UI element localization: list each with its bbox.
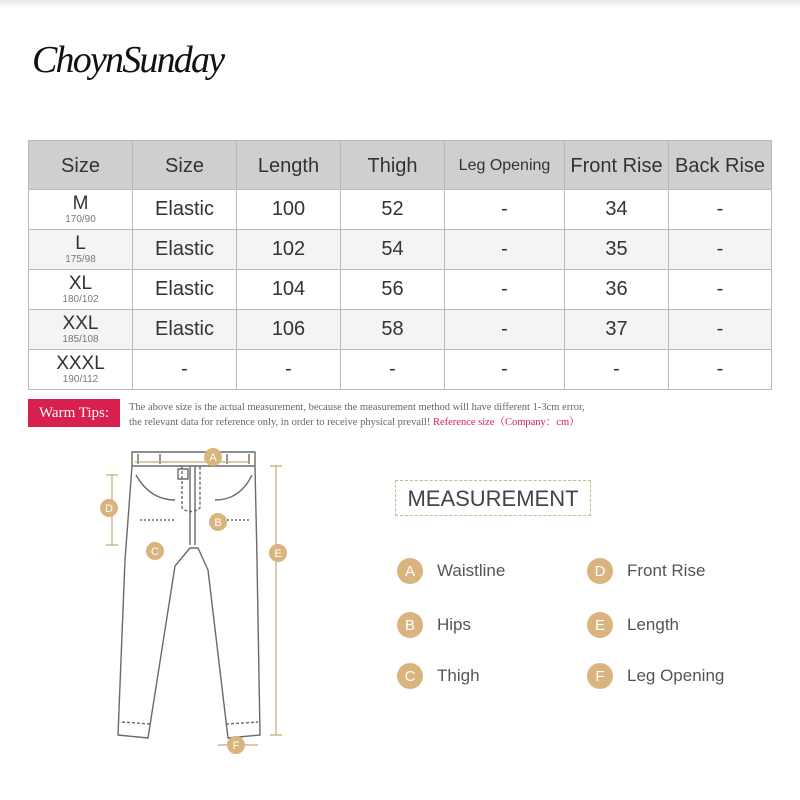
length-cell: -: [237, 350, 341, 390]
legend-item-hips: [397, 612, 471, 638]
legend-label-waistline: Waistline: [437, 561, 506, 580]
legend-item-length: [587, 612, 679, 638]
size-label: XXXL: [56, 352, 105, 374]
legend-badge-d: D: [587, 558, 613, 584]
header-back-rise: Back Rise: [669, 141, 772, 190]
marker-c-label: C: [151, 546, 159, 558]
legend-item-front-rise: [587, 558, 705, 584]
leg-cell: -: [445, 270, 565, 310]
size-label: L: [75, 232, 86, 254]
header-front-rise: Front Rise: [565, 141, 669, 190]
legend-label-leg-opening: Leg Opening: [627, 666, 725, 685]
length-cell: 104: [237, 270, 341, 310]
marker-a: [204, 448, 222, 466]
size-sub: 190/112: [62, 373, 99, 385]
size-sub: 185/108: [62, 333, 99, 345]
thigh-cell: -: [341, 350, 445, 390]
header-size: Size: [29, 141, 133, 190]
thigh-cell: 54: [341, 230, 445, 270]
front-rise-cell: 37: [565, 310, 669, 350]
marker-f-label: F: [232, 740, 240, 752]
size-sub: 175/98: [65, 253, 96, 265]
legend-item-thigh: [397, 663, 480, 689]
warm-tips-badge: Warm Tips:: [28, 399, 120, 427]
legend-item-waistline: [397, 558, 505, 584]
length-cell: 100: [237, 190, 341, 230]
pants-outline-icon: [118, 452, 260, 738]
front-rise-cell: 36: [565, 270, 669, 310]
size-label: XXL: [62, 312, 99, 334]
leg-cell: -: [445, 190, 565, 230]
waist-cell: Elastic: [133, 270, 237, 310]
tips-reference: Reference size（Company：cm）: [432, 417, 580, 428]
leg-cell: -: [445, 230, 565, 270]
tips-line-1: The above size is the actual measurement, because the measurement method will have different 1-3cm error,: [129, 402, 585, 413]
header-waist: Size: [133, 141, 237, 190]
legend-label-thigh: Thigh: [437, 666, 480, 685]
waist-cell: Elastic: [133, 310, 237, 350]
marker-d: [100, 499, 118, 517]
marker-d-label: D: [105, 503, 113, 515]
legend-label-front-rise: Front Rise: [627, 561, 706, 580]
length-cell: 106: [237, 310, 341, 350]
waist-cell: Elastic: [133, 190, 237, 230]
legend-badge-b: B: [397, 612, 423, 638]
marker-e-label: E: [274, 548, 282, 560]
size-sub: 180/102: [62, 293, 99, 305]
marker-c: [146, 542, 164, 560]
marker-f: [227, 736, 245, 754]
marker-e: [269, 544, 287, 562]
length-cell: 102: [237, 230, 341, 270]
brand-logo: ChoynSunday: [32, 39, 224, 81]
legend-badge-e: E: [587, 612, 613, 638]
leg-cell: -: [445, 350, 565, 390]
legend-badge-a: A: [397, 558, 423, 584]
measurement-title: MEASUREMENT: [395, 480, 591, 516]
front-rise-cell: -: [565, 350, 669, 390]
legend-label-hips: Hips: [437, 615, 472, 634]
marker-b: [209, 513, 227, 531]
back-rise-cell: -: [669, 230, 772, 270]
front-rise-cell: 35: [565, 230, 669, 270]
marker-b-label: B: [214, 517, 222, 529]
size-sub: 170/90: [65, 213, 96, 225]
tips-line-2-text: the relevant data for reference only, in order to receive physical prevail!: [129, 417, 431, 428]
back-rise-cell: -: [669, 350, 772, 390]
legend-badge-f: F: [587, 663, 613, 689]
header-leg-opening: Leg Opening: [445, 141, 565, 190]
header-thigh: Thigh: [341, 141, 445, 190]
back-rise-cell: -: [669, 270, 772, 310]
front-rise-cell: 34: [565, 190, 669, 230]
legend-item-leg-opening: [587, 663, 724, 689]
waist-cell: Elastic: [133, 230, 237, 270]
back-rise-cell: -: [669, 310, 772, 350]
size-label: M: [72, 192, 89, 214]
size-label: XL: [68, 272, 93, 294]
thigh-cell: 56: [341, 270, 445, 310]
waist-cell: -: [133, 350, 237, 390]
legend-label-length: Length: [627, 615, 679, 634]
back-rise-cell: -: [669, 190, 772, 230]
marker-a-label: A: [209, 452, 217, 464]
legend-badge-c: C: [397, 663, 423, 689]
thigh-cell: 58: [341, 310, 445, 350]
leg-cell: -: [445, 310, 565, 350]
header-length: Length: [237, 141, 341, 190]
thigh-cell: 52: [341, 190, 445, 230]
